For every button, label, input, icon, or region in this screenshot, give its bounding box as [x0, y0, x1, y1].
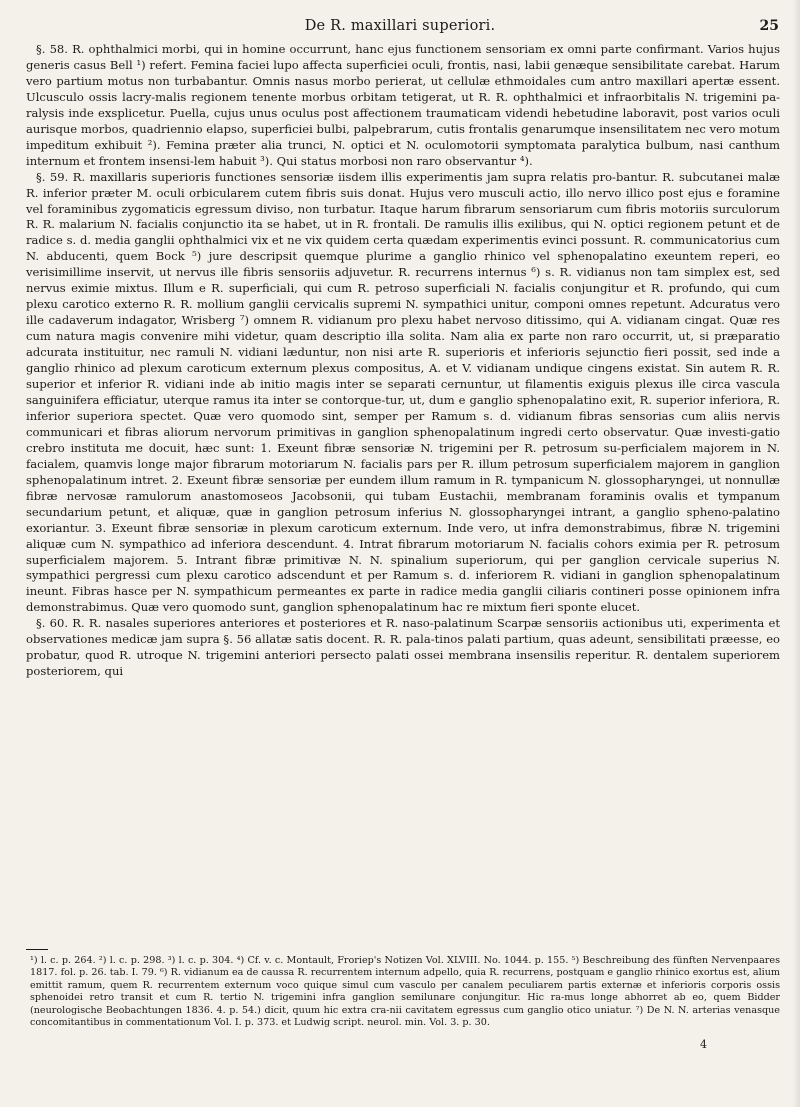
- signature-mark: 4: [700, 1038, 707, 1051]
- footnotes: ¹) l. c. p. 264. ²) l. c. p. 298. ³) l. c. p. 304. ⁴) Cf. v. c. Montault, Froriep's Notizen Vol. XLVIII. No. 1044. p. 155. ⁵) Beschreibung des fünften Nervenpaares 1817. fol. p. 26. tab. I. 79. ⁶) R. vidianum ea de caussa R. recurrentem internum adpello, quia R. recurrens, postquam e ganglio rhinico exortus est, alium emittit ramum, quem R. recurrentem externum voco quique simul cum vasculo per canalem peculiarem partis externæ et inferioris corporis ossis sphenoidei retro transit et cum R. tertio N. trigemini infra ganglion semilunare conjungitur. Hic ra-mus longe abhorret ab eo, quem Bidder (neurologische Beobachtungen 1836. 4. p. 54.) dicit, quum hic extra cra-nii cavitatem egressus cum ganglio otico uniatur. ⁷) De N. N. arterias venasque concomitantibus in commentationum Vol. I. p. 373. et Ludwig script. neurol. min. Vol. 3. p. 30.: [30, 955, 780, 1029]
- footnote-rule: [26, 949, 48, 950]
- page-header: [0, 18, 800, 40]
- paragraph-58: §. 58. R. ophthalmici morbi, qui in homine occurrunt, hanc ejus functionem sensoriam ex omni parte confirmant. Varios hujus generis casus Bell ¹) refert. Femina faciei lupo affecta superficiei oculi, frontis, nasi, labii genæque sensibilitate carebat. Harum vero partium motus non turbabantur. Omnis nasus morbo perierat, ut cellulæ ethmoidales cum antro maxillari apertæ essent. Ulcusculo ossis lacry-malis regionem tenente morbus orbitam tetigerat, ut R. R. ophthalmici et infraorbitalis N. trigemini pa-ralysis inde exsplicetur. Puella, cujus unus oculus post affectionem traumaticam videndi hebetudine laboravit, post varios oculi aurisque morbos, quadriennio elapso, superficiei bulbi, palpebrarum, cutis frontalis genarumque insensilitatem nec vero motum impeditum exhibuit ²). Femina præter alia trunci, N. optici et N. oculomotorii symptomata paralytica bulbum, nasi canthum internum et frontem insensi-lem habuit ³). Qui status morbosi non raro observantur ⁴).: [26, 42, 780, 168]
- page-number: 25: [759, 18, 779, 34]
- paragraph-59: §. 59. R. maxillaris superioris functiones sensoriæ iisdem illis experimentis jam supra relatis pro-bantur. R. subcutanei malæ R. inferior præter M. oculi orbicularem cutem fibris suis donat. Hujus vero musculi actio, illo nervo illico post ejus e foramine vel foraminibus zygomaticis egressum diviso, non turbatur. Itaque harum fibrarum sensoriarum cum fibris motoriis surculorum R. R. malarium N. facialis conjunctio ita se habet, ut in R. frontali. De ramulis illis exilibus, qui N. optici regionem petunt et de radice s. d. media ganglii ophthalmici vix et ne vix quidem certa quædam experimentis evinci possunt. R. communicatorius cum N. abducenti, quem Bock ⁵) jure descripsit quemque plurime a ganglio rhinico vel sphenopalatino exeuntem reperi, eo verisimillime inservit, ut nervus ille fibris sensoriis adjuvetur. R. recurrens internus ⁶) s. R. vidianus non tam simplex est, sed nervus eximie mixtus. Illum e R. superficiali, qui cum R. petroso superficiali N. facialis conjungitur et R. profundo, qui cum plexu carotico externo R. R. mollium ganglii cervicalis supremi N. sympathici unitur, componi omnes repetunt. Adcuratus vero ille cadaverum indagator, Wrisberg ⁷) omnem R. vidianum pro plexu habet nervoso ditissimo, qui A. vidianam cingat. Quæ res cum natura magis convenire mihi videtur, quam descriptio illa solita. Nam alia ex parte non raro occurrit, ut, si præparatio adcurata instituitur, nec ramuli N. vidiani læduntur, non nisi arte R. superioris et inferioris sejunctio fieri possit, sed inde a ganglio rhinico ad plexum caroticum externum plexus compositus, A. et V. vidianam undique cingens existat. Sin autem R. R. superior et inferior R. vidiani inde ab initio magis inter se separati cernuntur, ut filamentis exiguis plexus ille circa vascula sanguinifera efficiatur, uterque ramus ita inter se contorque-tur, ut, dum e ganglio sphenopalatino exit, R. superior inferiora, R. inferior superiora spectet. Quæ vero quomodo sint, semper per Ramum s. d. vidianum fibras sensorias cum aliis nervis communicari et fibras aliorum nervorum primitivas in ganglion sphenopalatinum ingredi certo observatur. Quæ investi-gatio crebro instituta me docuit, hæc sunt: 1. Exeunt fibræ sensoriæ N. trigemini per R. petrosum su-perficialem majorem in N. facialem, quamvis longe major fibrarum motoriarum N. facialis pars per R. illum petrosum superficialem majorem in ganglion sphenopalatinum intret. 2. Exeunt fibræ sensoriæ per eundem illum ramum in R. tympanicum N. glossopharyngei, ut nonnullæ fibræ nervosæ ramulorum anastomoseos Jacobsonii, qui tubam Eustachii, membranam foraminis ovalis et tympanum secundarium petunt, et aliquæ, quæ in ganglion petrosum inferius N. glossopharyngei intrant, a ganglio spheno-palatino exoriantur. 3. Exeunt fibræ sensoriæ in plexum caroticum externum. Inde vero, ut infra demonstrabimus, fibræ N. trigemini aliquæ cum N. sympathico ad inferiora descendunt. 4. Intrat fibrarum motoriarum N. facialis cohors eximia per R. petrosum superficialem majorem. 5. Intrant fibræ primitivæ N. N. spinalium superiorum, qui per ganglion cervicale superius N. sympathici pergressi cum plexu carotico adscendunt et per Ramum s. d. inferiorem R. vidiani in ganglion sphenopalatinum ineunt. Fibras hasce per N. sympathicum permeantes ex parte in radice media ganglii ciliaris contineri posse opinionem infra demonstrabimus. Quæ vero quomodo sunt, ganglion sphenopalatinum hac re mixtum fieri sponte elucet.: [26, 169, 780, 615]
- body-text: [26, 42, 780, 680]
- paragraph-60: §. 60. R. R. nasales superiores anteriores et posteriores et R. naso-palatinum Scarpæ sensoriis actionibus uti, experimenta et observationes medicæ jam supra §. 56 allatæ satis docent. R. R. pala-tinos palati partium, quas adeunt, sensibilitati præesse, eo probatur, quod R. utroque N. trigemini anteriori persecto palati ossei membrana insensilis reperitur. R. dentalem superiorem posteriorem, qui: [26, 616, 780, 679]
- running-head: De R. maxillari superiori.: [304, 18, 496, 34]
- page-edge-shadow: [792, 0, 800, 1107]
